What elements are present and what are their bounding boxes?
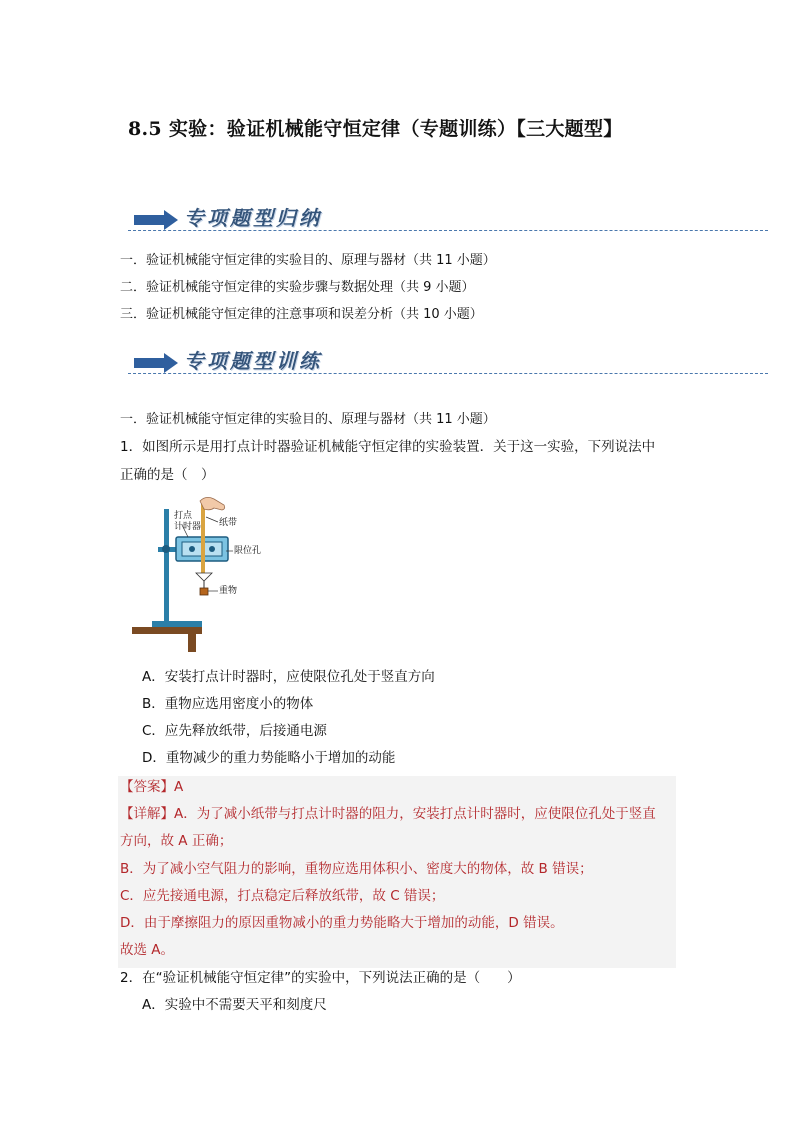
- question-2-stem: 2．在“验证机械能守恒定律”的实验中，下列说法正确的是（ ）: [120, 970, 521, 986]
- banner-label: 专项题型训练: [184, 349, 322, 373]
- toc-item-3[interactable]: 三．验证机械能守恒定律的注意事项和误差分析（共 10 小题）: [120, 307, 483, 322]
- apparatus-figure: [130, 495, 280, 659]
- answer-line: 【答案】A: [120, 779, 184, 795]
- toc-item-1[interactable]: 一．验证机械能守恒定律的实验目的、原理与器材（共 11 小题）: [120, 253, 496, 268]
- question-1-stem: 1．如图所示是用打点计时器验证机械能守恒定律的实验装置．关于这一实验，下列说法中: [120, 439, 656, 455]
- explain-line-3: B．为了减小空气阻力的影响，重物应选用体积小、密度大的物体，故 B 错误；: [120, 861, 593, 877]
- q1-option-c[interactable]: C．应先释放纸带，后接通电源: [142, 723, 327, 739]
- question-1-stem-cont: 正确的是（ ）: [120, 467, 215, 483]
- explain-line-2: 方向，故 A 正确；: [120, 833, 233, 849]
- explain-line-1: 【详解】A．为了减小纸带与打点计时器的阻力，安装打点计时器时，应使限位孔处于竖直: [120, 806, 656, 822]
- label-hole: 限位孔: [234, 546, 262, 556]
- label-timer: 打点: [174, 511, 193, 521]
- q1-option-d[interactable]: D．重物减少的重力势能略小于增加的动能: [142, 750, 396, 766]
- explain-line-6: 故选 A。: [120, 942, 175, 958]
- section-banner-training: [128, 343, 768, 383]
- section-heading: 一．验证机械能守恒定律的实验目的、原理与器材（共 11 小题）: [120, 412, 496, 427]
- banner-divider: [128, 373, 768, 374]
- banner-label: 专项题型归纳: [184, 206, 322, 230]
- arrow-right-icon: [134, 210, 178, 230]
- label-tape: 纸带: [219, 518, 238, 528]
- label-timer-2: 计时器: [174, 522, 202, 532]
- q1-option-a[interactable]: A．安装打点计时器时，应使限位孔处于竖直方向: [142, 669, 435, 685]
- arrow-right-icon: [134, 353, 178, 373]
- explain-line-4: C．应先接通电源，打点稳定后释放纸带，故 C 错误；: [120, 888, 445, 904]
- q1-option-b[interactable]: B．重物应选用密度小的物体: [142, 696, 314, 712]
- banner-divider: [128, 230, 768, 231]
- explain-line-5: D．由于摩擦阻力的原因重物减小的重力势能略大于增加的动能，D 错误。: [120, 915, 564, 931]
- q2-option-a[interactable]: A．实验中不需要天平和刻度尺: [142, 997, 327, 1013]
- label-weight: 重物: [219, 586, 238, 596]
- page-title: 8.5 实验：验证机械能守恒定律（专题训练）【三大题型】: [128, 118, 623, 140]
- section-banner-summary: [128, 200, 768, 240]
- toc-item-2[interactable]: 二．验证机械能守恒定律的实验步骤与数据处理（共 9 小题）: [120, 280, 475, 295]
